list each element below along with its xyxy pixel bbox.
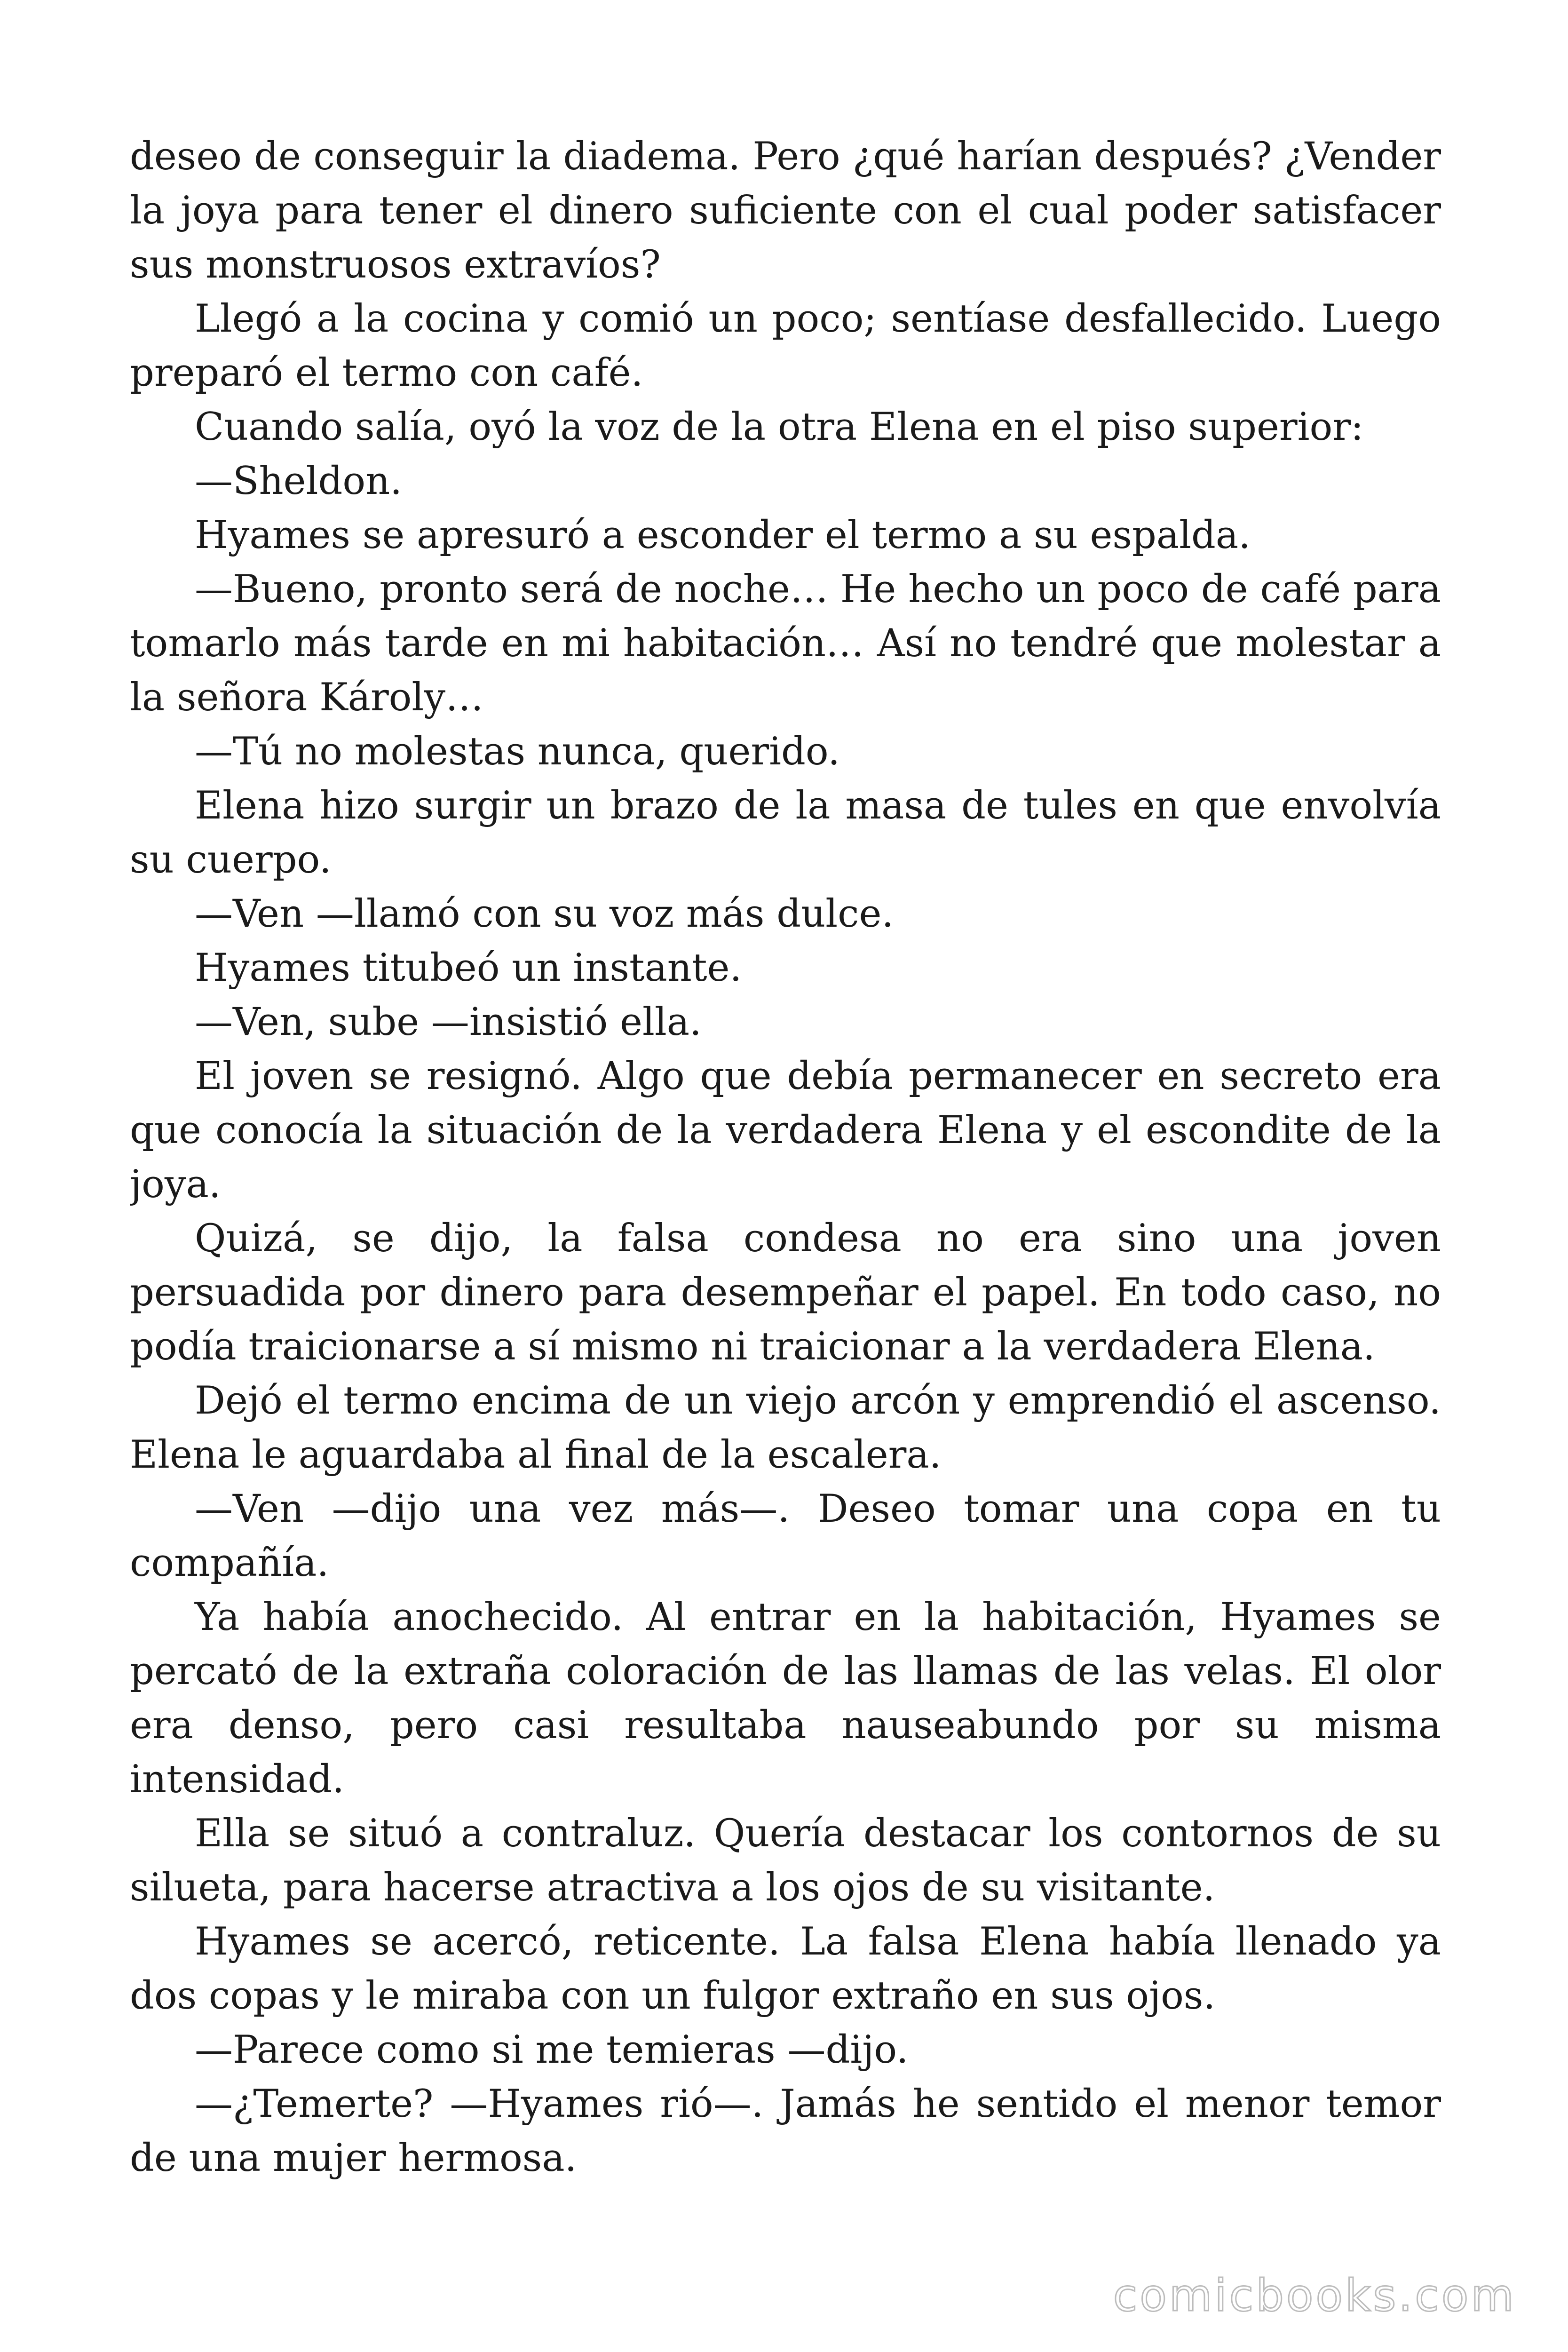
- paragraph: —Tú no molestas nunca, querido.: [195, 730, 840, 774]
- paragraph: Quizá, se dijo, la falsa condesa no era sino una joven persuadida por dinero para desempeñar el papel. En todo caso, no podía traicionarse a sí mismo ni traicionar a la verdadera Elena.: [130, 1216, 1441, 1369]
- paragraph: —Parece como si me temieras —dijo.: [195, 2028, 909, 2072]
- book-page: [130, 130, 1441, 2200]
- paragraph: —¿Temerte? —Hyames rió—. Jamás he sentido el menor temor de una mujer hermosa.: [130, 2082, 1441, 2180]
- paragraph: Elena hizo surgir un brazo de la masa de tules en que envolvía su cuerpo.: [130, 784, 1441, 882]
- paragraph: Hyames se acercó, reticente. La falsa Elena había llenado ya dos copas y le miraba con un fulgor extraño en sus ojos.: [130, 1920, 1441, 2018]
- paragraph: El joven se resignó. Algo que debía permanecer en secreto era que conocía la situación de la verdadera Elena y el escondite de la joya.: [130, 1054, 1441, 1207]
- paragraph: deseo de conseguir la diadema. Pero ¿qué harían después? ¿Vender la joya para tener el dinero suficiente con el cual poder satisfacer sus monstruosos extravíos?: [130, 135, 1441, 287]
- paragraph: Ella se situó a contraluz. Quería destacar los contornos de su silueta, para hacerse atractiva a los ojos de su visitante.: [130, 1812, 1441, 1910]
- paragraph: Llegó a la cocina y comió un poco; sentíase desfallecido. Luego preparó el termo con café.: [130, 297, 1441, 395]
- paragraph: —Sheldon.: [195, 459, 403, 503]
- paragraph: —Bueno, pronto será de noche… He hecho un poco de café para tomarlo más tarde en mi habitación… Así no tendré que molestar a la señora Károly…: [130, 567, 1441, 720]
- paragraph: Dejó el termo encima de un viejo arcón y emprendió el ascenso. Elena le aguardaba al final de la escalera.: [130, 1379, 1441, 1477]
- paragraph: Hyames titubeó un instante.: [195, 946, 742, 990]
- watermark: comicbooks.com: [1113, 2270, 1516, 2321]
- paragraph: Cuando salía, oyó la voz de la otra Elena en el piso superior:: [195, 405, 1364, 449]
- paragraph: Hyames se apresuró a esconder el termo a su espalda.: [195, 513, 1251, 557]
- paragraph: —Ven —llamó con su voz más dulce.: [195, 892, 894, 936]
- paragraph: —Ven —dijo una vez más—. Deseo tomar una copa en tu compañía.: [130, 1487, 1441, 1585]
- paragraph: Ya había anochecido. Al entrar en la habitación, Hyames se percató de la extraña coloración de las llamas de las velas. El olor era denso, pero casi resultaba nauseabundo por su misma intensidad.: [130, 1595, 1441, 1802]
- paragraph: —Ven, sube —insistió ella.: [195, 1000, 702, 1044]
